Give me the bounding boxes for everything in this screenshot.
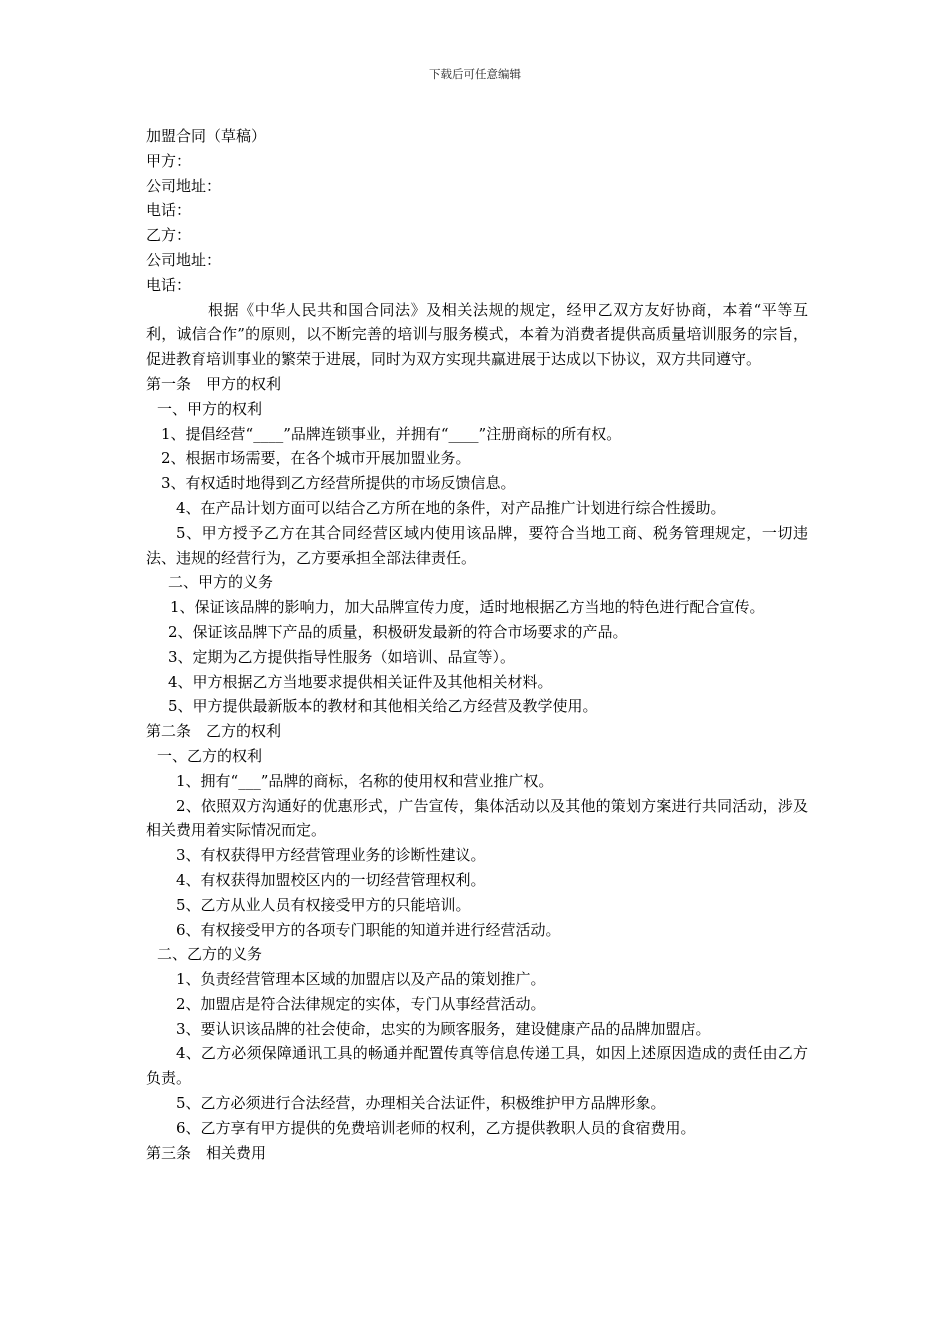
article-2-duty-3: 3、要认识该品牌的社会使命，忠实的为顾客服务，建设健康产品的品牌加盟店。 [176, 1019, 711, 1038]
article-1-right-3: 3、有权适时地得到乙方经营所提供的市场反馈信息。 [161, 474, 516, 493]
article-2-duty-2: 2、加盟店是符合法律规定的实体，专门从事经营活动。 [176, 994, 546, 1013]
article-1-duty-5: 5、甲方提供最新版本的教材和其他相关给乙方经营及教学使用。 [168, 697, 598, 716]
party-a-address: 公司地址： [146, 176, 222, 195]
article-2-right-1: 1、拥有“___”品牌的商标，名称的使用权和营业推广权。 [176, 771, 554, 790]
article-2-duty-5: 5、乙方必须进行合法经营，办理相关合法证件，积极维护甲方品牌形象。 [176, 1094, 666, 1113]
article-1-right-2: 2、根据市场需要，在各个城市开展加盟业务。 [161, 449, 471, 468]
page-header: 下载后可任意编辑 [429, 67, 521, 81]
article-1-duty-2: 2、保证该品牌下产品的质量，积极研发最新的符合市场要求的产品。 [168, 622, 628, 641]
contract-document [146, 124, 808, 1165]
article-2-right-5: 5、乙方从业人员有权接受甲方的只能培训。 [176, 895, 471, 914]
article-2-duty-4: 4、乙方必须保障通讯工具的畅通并配置传真等信息传递工具，如因上述原因造成的责任由乙方负责。 [146, 1044, 808, 1088]
party-b-address: 公司地址： [146, 250, 222, 269]
article-1-duty-4: 4、甲方根据乙方当地要求提供相关证件及其他相关材料。 [168, 672, 553, 691]
preamble-paragraph: 根据《中华人民共和国合同法》及相关法规的规定，经甲乙双方友好协商，本着“平等互利，诚信合作”的原则，以不断完善的培训与服务模式，本着为消费者提供高质量培训服务的宗旨，促进教育培训事业的繁荣于进展，同时为双方实现共赢进展于达成以下协议，双方共同遵守。 [146, 300, 808, 369]
article-2-right-4: 4、有权获得加盟校区内的一切经营管理权利。 [176, 870, 486, 889]
article-2-right-6: 6、有权接受甲方的各项专门职能的知道并进行经营活动。 [176, 920, 561, 939]
party-b-label: 乙方： [146, 226, 192, 245]
article-1-duty-3: 3、定期为乙方提供指导性服务（如培训、品宣等）。 [168, 647, 516, 666]
party-a-label: 甲方： [146, 151, 192, 170]
article-1-heading: 第一条 甲方的权利 [146, 374, 282, 393]
article-2-duty-1: 1、负责经营管理本区域的加盟店以及产品的策划推广。 [176, 970, 546, 989]
article-2-duty-6: 6、乙方享有甲方提供的免费培训老师的权利，乙方提供教职人员的食宿费用。 [176, 1118, 696, 1137]
party-b-phone: 电话： [146, 275, 192, 294]
article-2-right-3: 3、有权获得甲方经营管理业务的诊断性建议。 [176, 846, 486, 865]
article-2-rights-heading: 一、乙方的权利 [157, 746, 263, 765]
article-2-right-2: 2、依照双方沟通好的优惠形式，广告宣传，集体活动以及其他的策划方案进行共同活动，涉及相关费用着实际情况而定。 [146, 796, 808, 840]
article-1-right-4: 4、在产品计划方面可以结合乙方所在地的条件，对产品推广计划进行综合性援助。 [176, 498, 726, 517]
article-1-duties-heading: 二、甲方的义务 [168, 573, 274, 592]
article-3-heading: 第三条 相关费用 [146, 1143, 267, 1162]
article-1-right-1: 1、提倡经营“____”品牌连锁事业，并拥有“____”注册商标的所有权。 [161, 424, 622, 443]
party-a-phone: 电话： [146, 201, 192, 220]
contract-title: 加盟合同（草稿） [146, 127, 267, 145]
article-1-rights-heading: 一、甲方的权利 [157, 399, 263, 418]
article-2-heading: 第二条 乙方的权利 [146, 722, 282, 741]
article-1-right-5: 5、甲方授予乙方在其合同经营区域内使用该品牌，要符合当地工商、税务管理规定，一切违法、违规的经营行为，乙方要承担全部法律责任。 [146, 523, 808, 567]
article-2-duties-heading: 二、乙方的义务 [157, 945, 263, 964]
article-1-duty-1: 1、保证该品牌的影响力，加大品牌宣传力度，适时地根据乙方当地的特色进行配合宣传。 [170, 598, 765, 617]
